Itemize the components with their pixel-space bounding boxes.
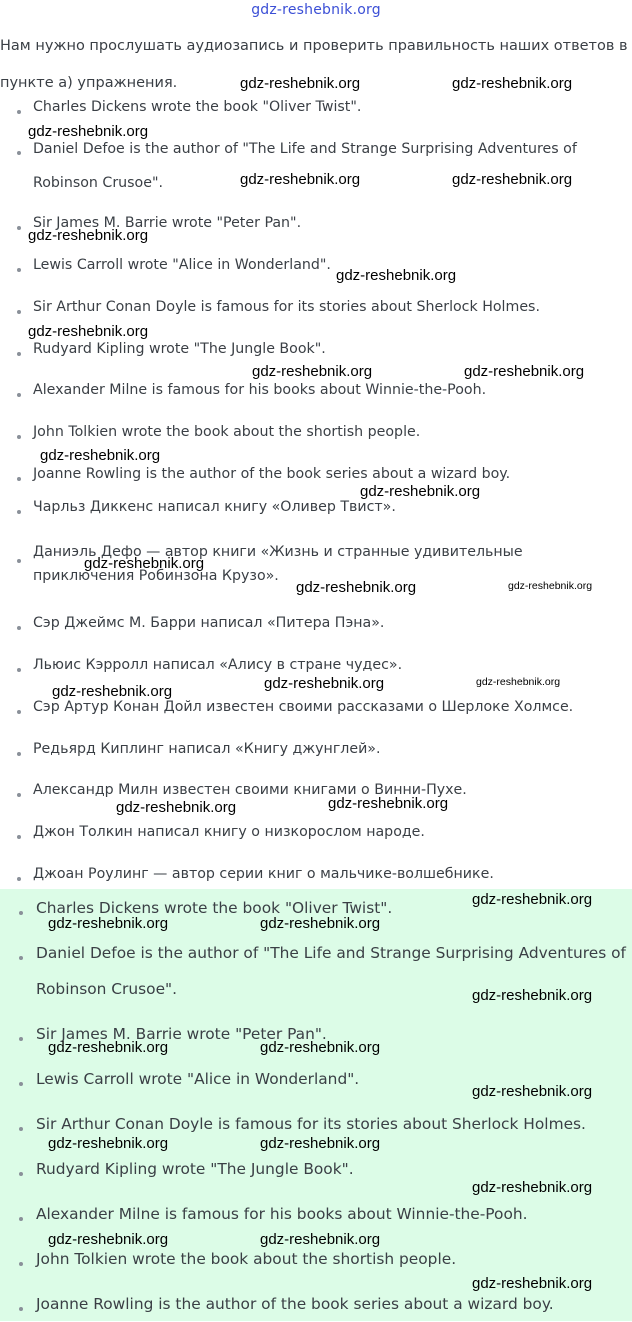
watermark: gdz-reshebnik.org	[116, 799, 237, 816]
watermark: gdz-reshebnik.org	[52, 683, 173, 700]
list-item: Sir Arthur Conan Doyle is famous for its stories about Sherlock Holmes.	[36, 1106, 632, 1142]
list-item: Sir James M. Barrie wrote "Peter Pan".	[36, 1016, 632, 1052]
list-item: Lewis Carroll wrote "Alice in Wonderland".	[36, 1061, 632, 1097]
watermark: gdz-reshebnik.org	[508, 580, 593, 592]
watermark: gdz-reshebnik.org	[48, 915, 169, 932]
watermark: gdz-reshebnik.org	[28, 123, 149, 140]
list-item: Daniel Defoe is the author of "The Life and Strange Surprising Adventures of Robinson Crusoe".	[36, 935, 632, 1007]
watermark: gdz-reshebnik.org	[240, 75, 361, 92]
list-item: Сэр Джеймс М. Барри написал «Питера Пэна».	[33, 607, 623, 639]
list-item: Sir James M. Barrie wrote "Peter Pan".	[33, 207, 623, 239]
watermark: gdz-reshebnik.org	[336, 267, 457, 284]
watermark: gdz-reshebnik.org	[472, 1083, 593, 1100]
list-item: Alexander Milne is famous for his books about Winnie-the-Pooh.	[33, 374, 623, 406]
watermark: gdz-reshebnik.org	[48, 1039, 169, 1056]
list-item: Charles Dickens wrote the book "Oliver Twist".	[36, 890, 632, 926]
watermark: gdz-reshebnik.org	[240, 171, 361, 188]
list-item: John Tolkien wrote the book about the shortish people.	[36, 1241, 632, 1277]
watermark: gdz-reshebnik.org	[40, 447, 161, 464]
list-item: Rudyard Kipling wrote "The Jungle Book".	[33, 333, 623, 365]
list-item: Александр Милн известен своими книгами о Винни-Пухе.	[33, 774, 623, 806]
list-item: Daniel Defoe is the author of "The Life and Strange Surprising Adventures of Robinson Crusoe".	[33, 132, 623, 200]
watermark: gdz-reshebnik.org	[360, 483, 481, 500]
list-item: Джоан Роулинг — автор серии книг о мальчике-волшебнике.	[33, 858, 623, 890]
list-item: Джон Толкин написал книгу о низкорослом народе.	[33, 816, 623, 848]
list-item: Alexander Milne is famous for his books about Winnie-the-Pooh.	[36, 1196, 632, 1232]
watermark: gdz-reshebnik.org	[48, 1231, 169, 1248]
watermark: gdz-reshebnik.org	[452, 171, 573, 188]
list-item: Sir Arthur Conan Doyle is famous for its stories about Sherlock Holmes.	[33, 291, 623, 323]
list-item: Редьярд Киплинг написал «Книгу джунглей».	[33, 733, 623, 765]
watermark: gdz-reshebnik.org	[28, 323, 149, 340]
watermark: gdz-reshebnik.org	[260, 1135, 381, 1152]
watermark: gdz-reshebnik.org	[472, 891, 593, 908]
watermark: gdz-reshebnik.org	[328, 795, 449, 812]
watermark: gdz-reshebnik.org	[472, 1179, 593, 1196]
list-item: Чарльз Диккенс написал книгу «Оливер Твист».	[33, 491, 623, 523]
watermark: gdz-reshebnik.org	[260, 1039, 381, 1056]
intro-text: Нам нужно прослушать аудиозапись и проверить правильность наших ответов в пункте а) упражнения.	[0, 38, 628, 91]
list-item: Lewis Carroll wrote "Alice in Wonderland".	[33, 249, 623, 281]
watermark: gdz-reshebnik.org	[264, 675, 385, 692]
watermark: gdz-reshebnik.org	[296, 579, 417, 596]
list-item: Joanne Rowling is the author of the book series about a wizard boy.	[33, 458, 623, 490]
list-item: John Tolkien wrote the book about the shortish people.	[33, 416, 623, 448]
watermark: gdz-reshebnik.org	[28, 227, 149, 244]
watermark: gdz-reshebnik.org	[252, 363, 373, 380]
list-item: Rudyard Kipling wrote "The Jungle Book".	[36, 1151, 632, 1187]
list-item: Charles Dickens wrote the book "Oliver Twist".	[33, 91, 623, 123]
watermark: gdz-reshebnik.org	[472, 987, 593, 1004]
list-item: Льюис Кэрролл написал «Алису в стране чудес».	[33, 649, 623, 681]
watermark: gdz-reshebnik.org	[260, 915, 381, 932]
watermark: gdz-reshebnik.org	[48, 1135, 169, 1152]
watermark: gdz-reshebnik.org	[260, 1231, 381, 1248]
watermark: gdz-reshebnik.org	[84, 555, 205, 572]
list-item: Даниэль Дефо — автор книги «Жизнь и странные удивительные приключения Робинзона Крузо».	[33, 540, 553, 588]
watermark: gdz-reshebnik.org	[464, 363, 585, 380]
watermark: gdz-reshebnik.org	[476, 676, 561, 688]
list-item: Joanne Rowling is the author of the book series about a wizard boy.	[36, 1286, 632, 1322]
list-item: Сэр Артур Конан Дойл известен своими рассказами о Шерлоке Холмсе.	[33, 691, 623, 723]
watermark: gdz-reshebnik.org	[452, 75, 573, 92]
site-title[interactable]: gdz-reshebnik.org	[251, 2, 381, 18]
watermark: gdz-reshebnik.org	[472, 1275, 593, 1292]
